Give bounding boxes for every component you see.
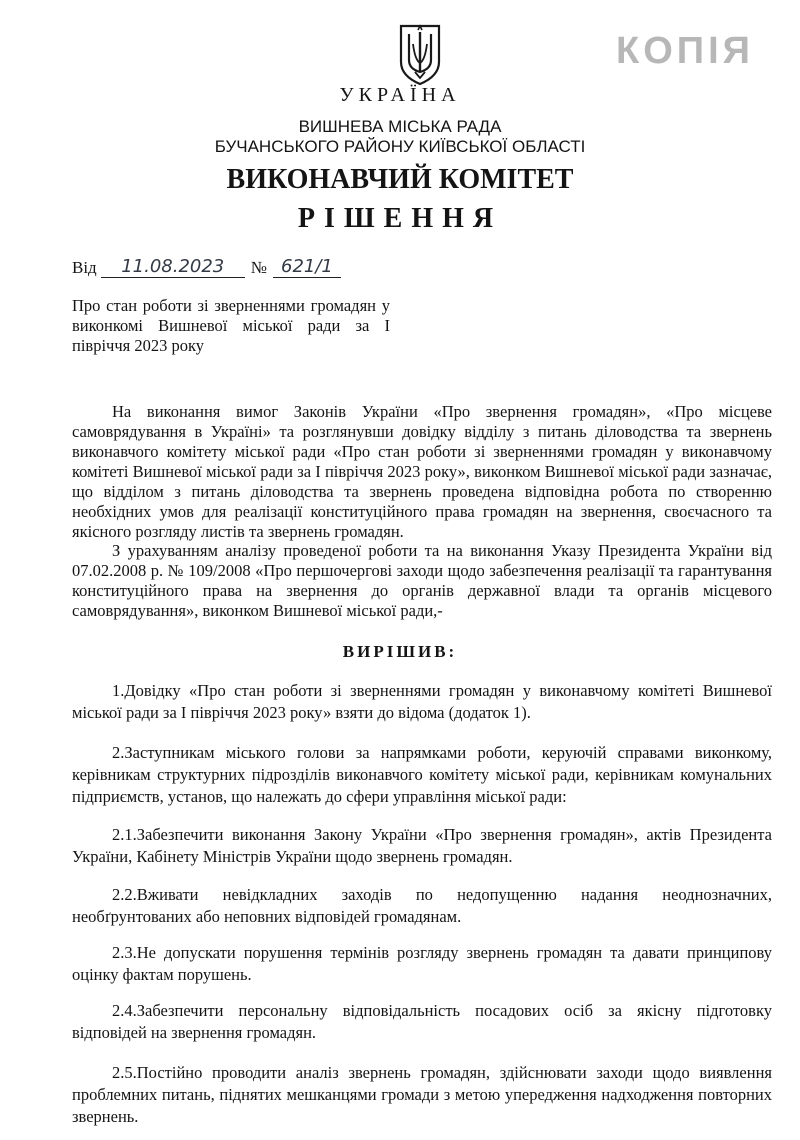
date-from-label: Від: [72, 258, 97, 277]
resolution-item-2-5: 2.5.Постійно проводити аналіз звернень громадян, здійснювати заходи щодо виявлення проблемних питань, піднятих мешканцями громади з метою упередження надходження повторних звернень.: [72, 1063, 772, 1126]
date-number-line: [72, 256, 341, 278]
number-sign-label: №: [250, 258, 267, 277]
resolution-item-2-1: 2.1.Забезпечити виконання Закону України «Про звернення громадян», актів Президента України, Кабінету Міністрів України щодо звернень громадян.: [72, 825, 772, 866]
resolution-item-2-3: 2.3.Не допускати порушення термінів розгляду звернень громадян та давати принципову оцінку фактам порушень.: [72, 943, 772, 984]
decision-heading: РІШЕННЯ: [297, 203, 503, 234]
resolution-item-1: 1.Довідку «Про стан роботи зі зверненнями громадян у виконавчому комітеті Вишневої міської ради за I півріччя 2023 року» взяти до відома (додаток 1).: [72, 681, 772, 722]
tryzub-emblem-icon: [398, 22, 442, 86]
council-name-line1: ВИШНЕВА МІСЬКА РАДА: [298, 117, 502, 136]
copy-stamp: КОПІЯ: [616, 30, 754, 72]
resolution-item-2: 2.Заступникам міського голови за напрямками роботи, керуючій справами виконкому, керівникам структурних підрозділів виконавчого комітету міської ради, керівникам комунальних підприємств, установ, що належать до сфери управління міської ради:: [72, 743, 772, 806]
council-name-line2: БУЧАНСЬКОГО РАЙОНУ КИЇВСЬКОЇ ОБЛАСТІ: [214, 137, 586, 156]
preamble-paragraph-1: На виконання вимог Законів України «Про звернення громадян», «Про місцеве самоврядування в Україні» та розглянувши довідку відділу з питань діловодства та звернень виконавчого комітету міської ради «Про стан роботи зі зверненнями громадян у виконавчому комітеті Вишневої міської ради за I півріччя 2023 року», виконком Вишневої міської ради зазначає, що відділом з питань діловодства та звернень проведена відповідна робота по створенню необхідних умов для реалізації конституційного права громадян на звернення, своєчасного та якісного розгляду листів та звернень громадян.: [72, 402, 772, 541]
handwritten-date: 11.08.2023: [101, 256, 245, 278]
resolution-item-2-2: 2.2.Вживати невідкладних заходів по недопущенню надання неоднозначних, необґрунтованих або неповних відповідей громадянам.: [72, 885, 772, 926]
decision-subject: Про стан роботи зі зверненнями громадян у виконкомі Вишневої міської ради за I півріччя 2023 року: [72, 296, 390, 355]
resolved-heading: ВИРІШИВ:: [342, 642, 458, 661]
committee-heading: ВИКОНАВЧИЙ КОМІТЕТ: [226, 164, 574, 195]
preamble-paragraph-2: З урахуванням аналізу проведеної роботи та на виконання Указу Президента України від 07.02.2008 р. № 109/2008 «Про першочергові заходи щодо забезпечення реалізації та гарантування конституційного права на звернення до органів державної влади та органів місцевого самоврядування», виконком Вишневої міської ради,-: [72, 541, 772, 620]
resolution-item-2-4: 2.4.Забезпечити персональну відповідальність посадових осіб за якісну підготовку відповідей на звернення громадян.: [72, 1001, 772, 1042]
country-heading: УКРАЇНА: [339, 84, 461, 106]
handwritten-number: 621/1: [273, 256, 341, 278]
